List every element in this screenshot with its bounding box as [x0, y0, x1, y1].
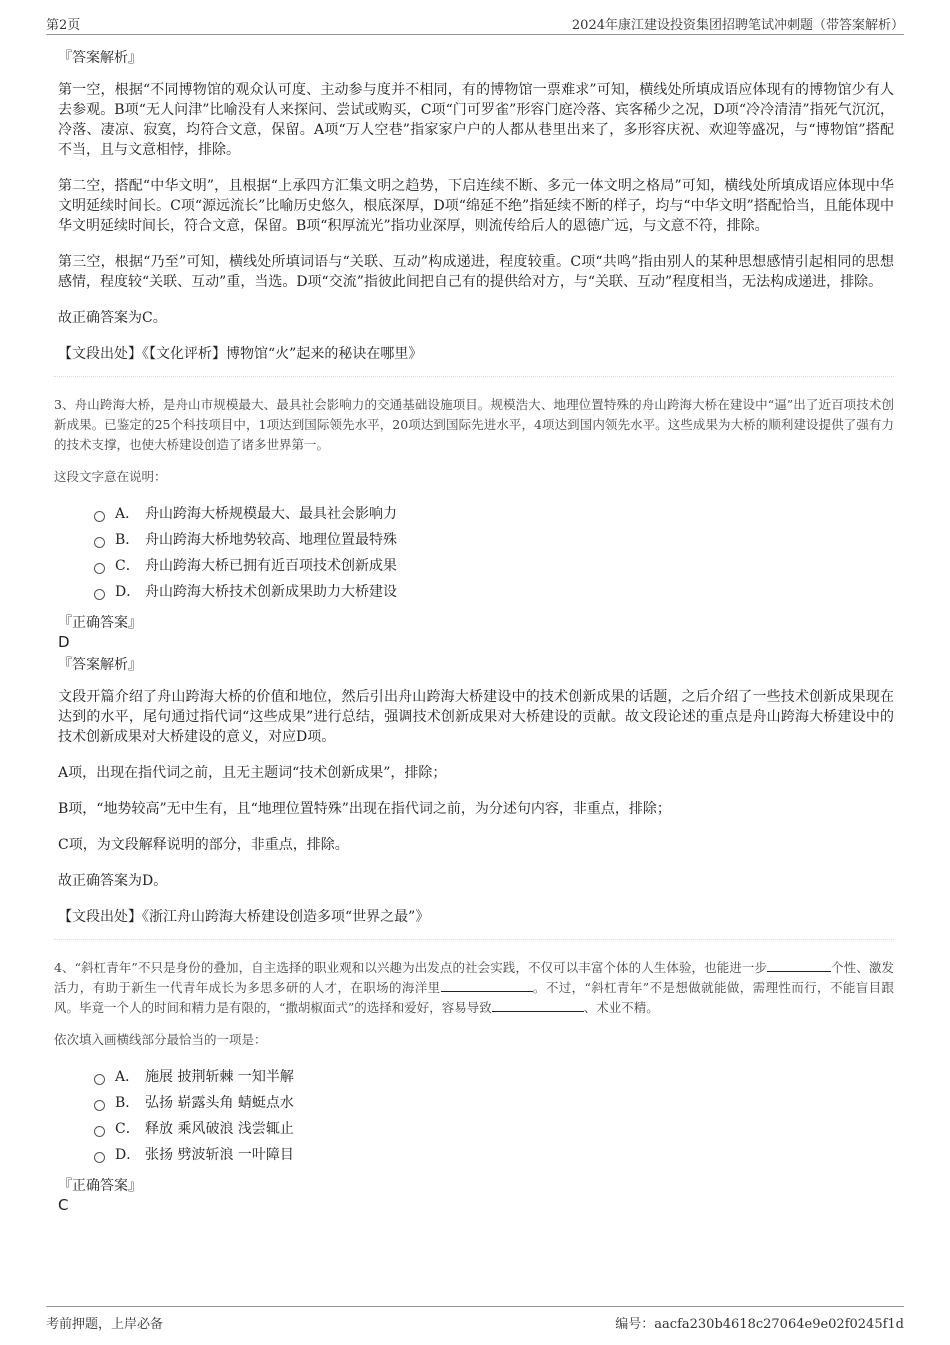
q4-stem-part-b: 个性、激发活力，有助于新生一代青年成长为多思多研的人才，在职场的海洋里	[54, 960, 894, 995]
radio-icon[interactable]	[94, 511, 105, 522]
page-footer	[46, 1306, 904, 1335]
divider	[54, 939, 894, 950]
q3-analysis-p4: C项，为文段解释说明的部分，非重点，排除。	[58, 837, 349, 853]
option-letter: C．	[115, 1121, 140, 1137]
q4-correct-label: 『正确答案』	[58, 1178, 142, 1194]
document-id: 编号：aacfa230b4618c27064e9e02f0245f1d	[615, 1317, 904, 1332]
q4-option-a[interactable]	[94, 1064, 894, 1090]
q3-option-a[interactable]	[94, 501, 894, 527]
radio-icon[interactable]	[94, 589, 105, 600]
q2-source: 【文段出处】《【文化评析】博物馆“火”起来的秘诀在哪里》	[58, 346, 423, 362]
q4-option-d[interactable]	[94, 1142, 894, 1168]
q3-stem: 3、舟山跨海大桥，是舟山市规模最大、最具社会影响力的交通基础设施项目。规模浩大、地理位置特殊的舟山跨海大桥在建设中“逼”出了近百项技术创新成果。已鉴定的25个科技项目中，1项达到国际领先水平，20项达到国际先进水平，4项达到国内领先水平。这些成果为大桥的顺利建设提供了强有力的技术支撑，也使大桥建设创造了诸多世界第一。	[54, 397, 894, 452]
q3-analysis-p1: 文段开篇介绍了舟山跨海大桥的价值和地位，然后引出舟山跨海大桥建设中的技术创新成果的话题，之后介绍了一些技术创新成果现在达到的水平，尾句通过指代词“这些成果”进行总结，强调技术创新成果对大桥建设的贡献。故文段论述的重点是舟山跨海大桥建设中的技术创新成果对大桥建设的意义，对应D项。	[58, 689, 894, 745]
option-text: 舟山跨海大桥地势较高、地理位置最特殊	[145, 532, 397, 548]
q4-options	[94, 1064, 894, 1168]
q3-prompt: 这段文字意在说明：	[54, 469, 167, 484]
q2-analysis-label: 『答案解析』	[58, 50, 142, 66]
option-text: 释放 乘风破浪 浅尝辄止	[145, 1121, 294, 1137]
option-letter: A．	[115, 506, 140, 522]
option-text: 舟山跨海大桥技术创新成果助力大桥建设	[145, 584, 397, 600]
option-letter: B．	[115, 1095, 140, 1111]
q3-analysis-p2: A项，出现在指代词之前，且无主题词“技术创新成果”，排除；	[58, 765, 447, 781]
q2-conclusion: 故正确答案为C。	[58, 310, 167, 326]
radio-icon[interactable]	[94, 1074, 105, 1085]
q4-stem-part-d: 、术业不精。	[583, 1000, 659, 1015]
q4-stem	[54, 958, 894, 1018]
option-text: 弘扬 崭露头角 蜻蜓点水	[145, 1095, 294, 1111]
q3-option-d[interactable]	[94, 579, 894, 605]
q2-analysis-p2: 第二空，搭配“中华文明”，且根据“上承四方汇集文明之趋势，下启连续不断、多元一体文明之格局”可知，横线处所填成语应体现中华文明延续时间长。C项“源远流长”比喻历史悠久，根底深厚，D项“绵延不绝”指延续不断的样子，均与“中华文明”搭配恰当，且能体现中华文明延续时间长，符合文意，保留。B项“积厚流光”指功业深厚，则流传给后人的恩德广远，与文意不符，排除。	[58, 178, 894, 234]
q4-option-b[interactable]	[94, 1090, 894, 1116]
option-letter: D．	[115, 584, 141, 600]
radio-icon[interactable]	[94, 537, 105, 548]
blank-line	[441, 979, 533, 992]
q3-correct-label: 『正确答案』	[58, 615, 142, 631]
q3-option-c[interactable]	[94, 553, 894, 579]
option-letter: B．	[115, 532, 140, 548]
q4-stem-part-c: 。不过，“斜杠青年”不是想做就能做，需理性而行，不能盲目跟风。毕竟一个人的时间和精力是有限的，“撒胡椒面式”的选择和爱好，容易导致	[54, 980, 894, 1015]
q3-correct-answer: D	[58, 633, 70, 651]
divider	[54, 376, 894, 387]
q3-analysis-label: 『答案解析』	[58, 657, 142, 673]
q3-options	[94, 501, 894, 605]
q4-stem-part-a: 4、“斜杠青年”不只是身份的叠加，自主选择的职业观和以兴趣为出发点的社会实践，不仅可以丰富个体的人生体验，也能进一步	[54, 960, 768, 975]
radio-icon[interactable]	[94, 563, 105, 574]
page-content	[54, 44, 894, 1218]
q3-conclusion: 故正确答案为D。	[58, 873, 168, 889]
q2-analysis-p1: 第一空，根据“不同博物馆的观众认可度、主动参与度并不相同，有的博物馆一票难求”可知，横线处所填成语应体现有的博物馆少有人去参观。B项“无人问津”比喻没有人来探问、尝试或购买，C项“门可罗雀”形容门庭冷落、宾客稀少之况，D项“冷冷清清”指死气沉沉，冷落、凄凉、寂寞，均符合文意，保留。A项“万人空巷”指家家户户的人都从巷里出来了，多形容庆祝、欢迎等盛况，与“博物馆”搭配不当，且与文意相悖，排除。	[58, 82, 894, 158]
option-text: 舟山跨海大桥规模最大、最具社会影响力	[145, 506, 397, 522]
q4-option-c[interactable]	[94, 1116, 894, 1142]
page-number: 第2页	[46, 18, 81, 33]
document-title: 2024年康江建设投资集团招聘笔试冲刺题（带答案解析）	[571, 18, 904, 33]
option-text: 施展 披荆斩棘 一知半解	[145, 1069, 294, 1085]
radio-icon[interactable]	[94, 1126, 105, 1137]
footer-slogan: 考前押题，上岸必备	[46, 1317, 164, 1332]
blank-line	[767, 959, 831, 972]
option-letter: A．	[115, 1069, 140, 1085]
q3-source: 【文段出处】《浙江舟山跨海大桥建设创造多项“世界之最”》	[58, 909, 430, 925]
option-text: 张扬 劈波斩浪 一叶障目	[145, 1147, 294, 1163]
radio-icon[interactable]	[94, 1152, 105, 1163]
page-header	[46, 14, 904, 35]
option-letter: D．	[115, 1147, 141, 1163]
q3-option-b[interactable]	[94, 527, 894, 553]
option-letter: C．	[115, 558, 140, 574]
q4-correct-answer: C	[58, 1196, 69, 1214]
q3-analysis-p3: B项，“地势较高”无中生有，且“地理位置特殊”出现在指代词之前，为分述句内容，非重点，排除；	[58, 801, 671, 817]
q4-prompt: 依次填入画横线部分最恰当的一项是：	[54, 1032, 267, 1047]
radio-icon[interactable]	[94, 1100, 105, 1111]
q2-analysis-p3: 第三空，根据“乃至”可知，横线处所填词语与“关联、互动”构成递进，程度较重。C项“共鸣”指由别人的某种思想感情引起相同的思想感情，程度较“关联、互动”重，当选。D项“交流”指彼此间把自己有的提供给对方，与“关联、互动”程度相当，无法构成递进，排除。	[58, 254, 894, 290]
blank-line	[492, 999, 584, 1012]
option-text: 舟山跨海大桥已拥有近百项技术创新成果	[145, 558, 397, 574]
